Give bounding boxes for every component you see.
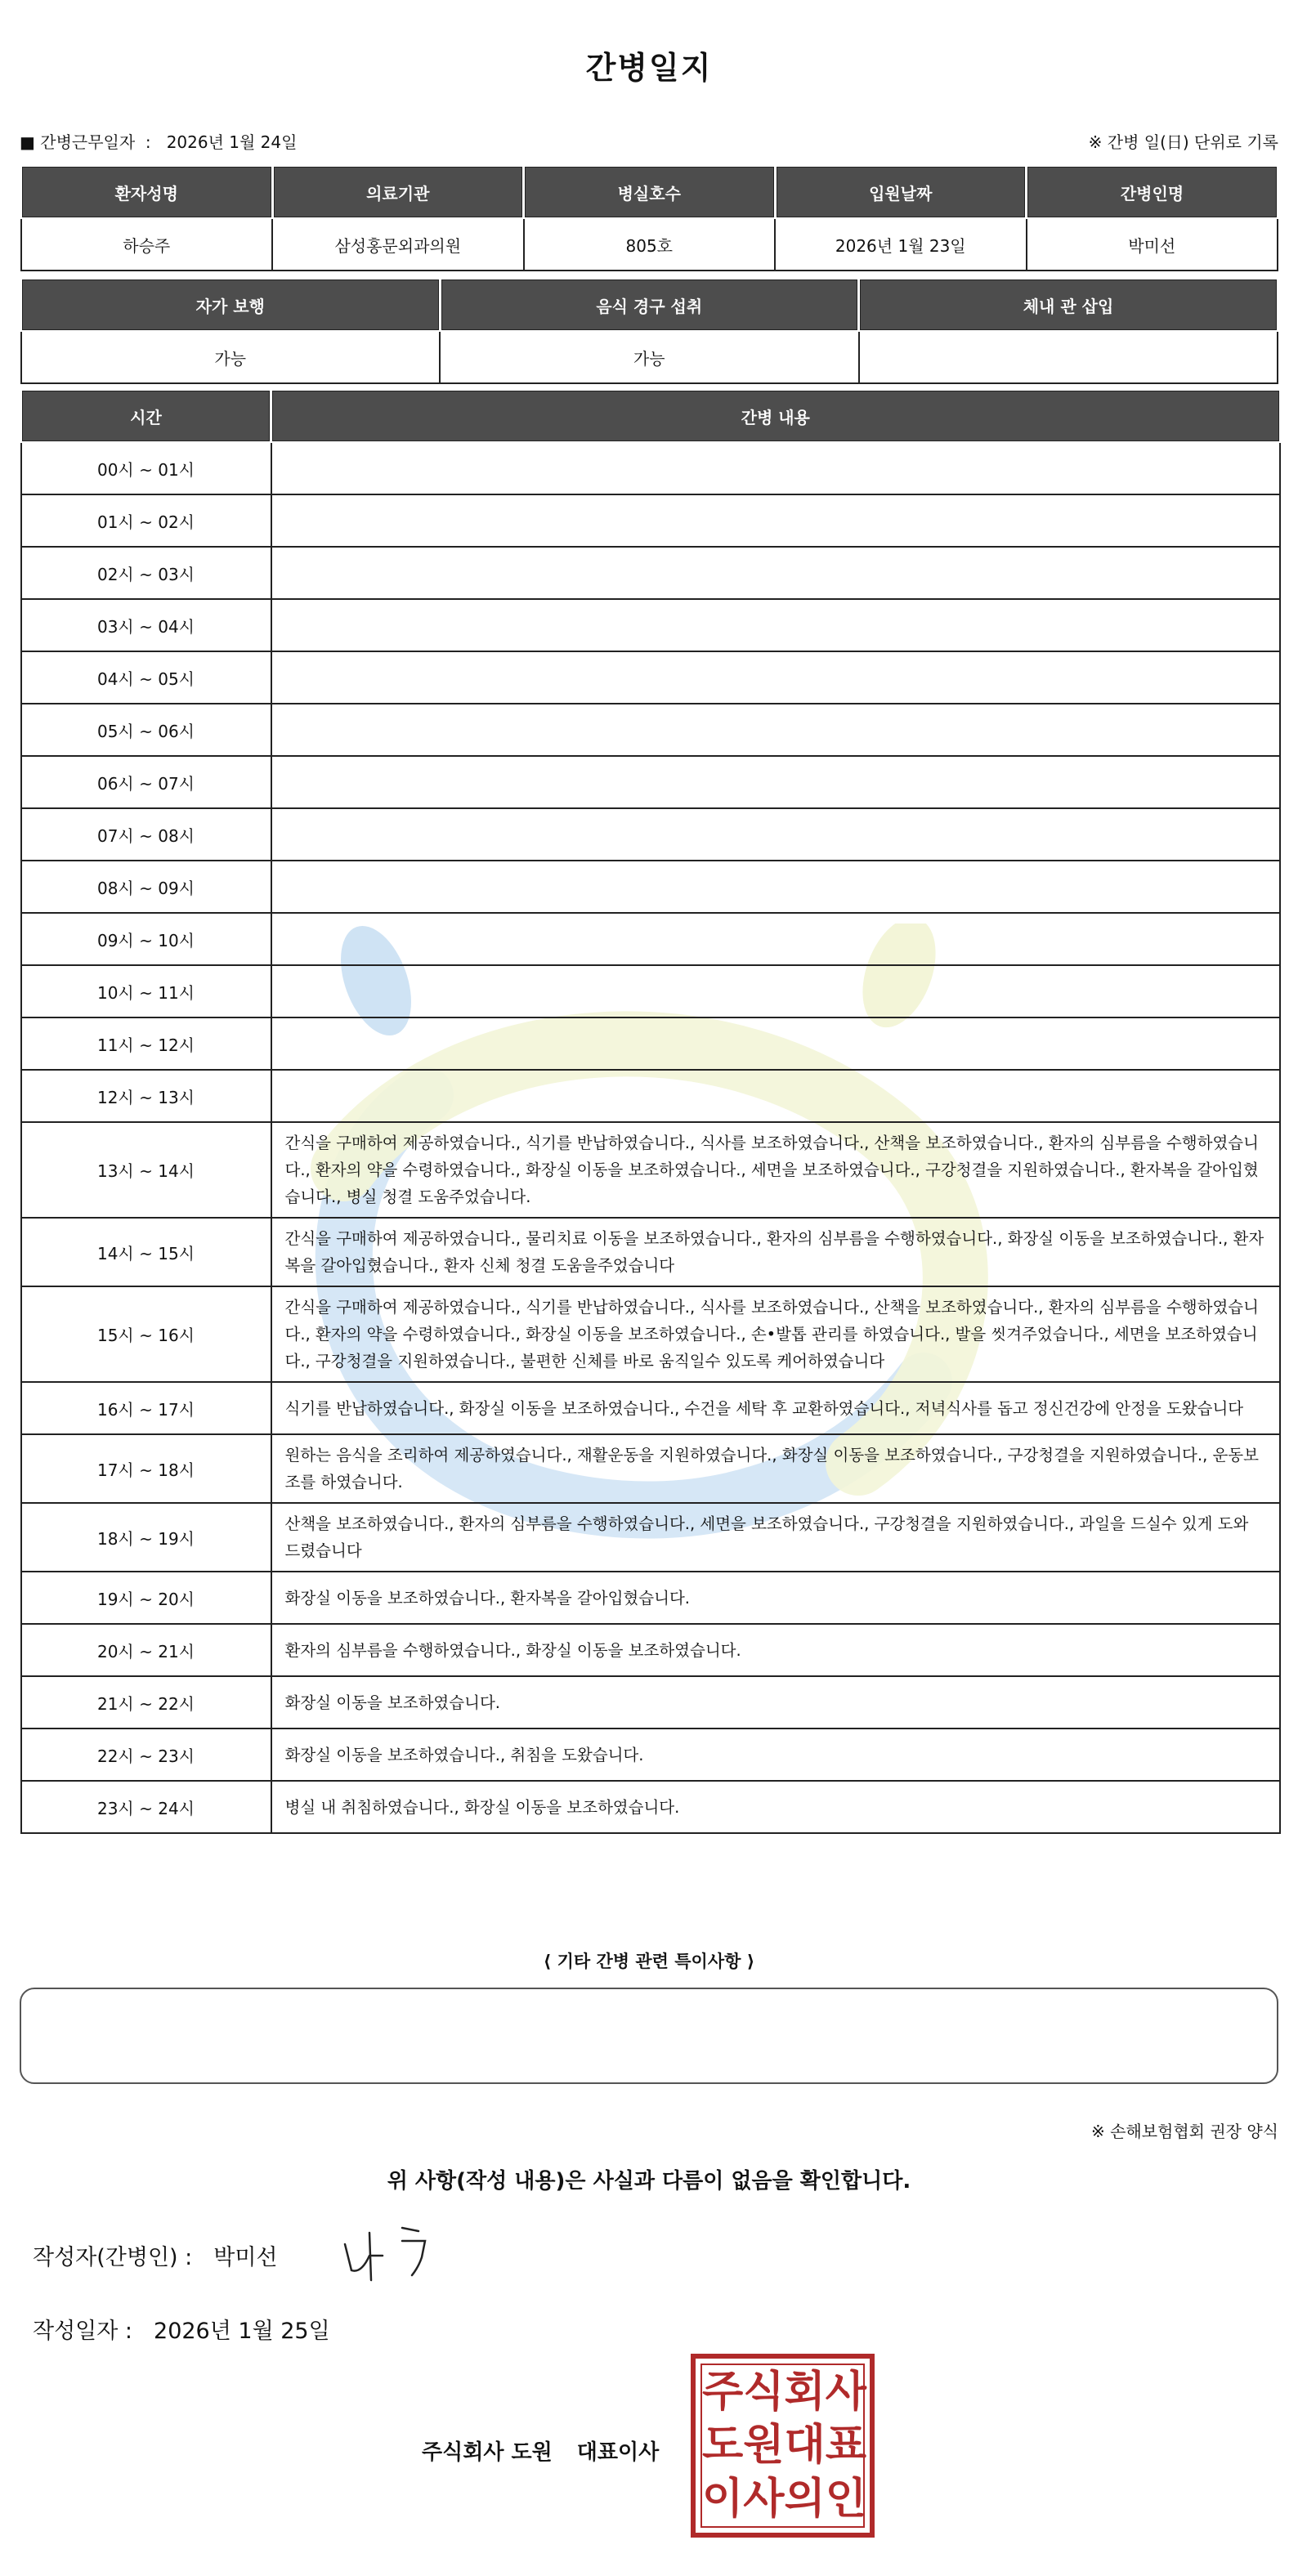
care-content-cell: 환자의 심부름을 수행하였습니다., 화장실 이동을 보조하였습니다. — [271, 1624, 1280, 1676]
seal-char: 회 — [784, 2367, 826, 2417]
care-content-cell: 화장실 이동을 보조하였습니다., 환자복을 갈아입혔습니다. — [271, 1572, 1280, 1624]
date-label: 작성일자 : — [33, 2319, 133, 2344]
room-number: 805호 — [524, 218, 776, 271]
table-row — [21, 1070, 1280, 1122]
seal-char: 의 — [784, 2475, 826, 2525]
care-content-cell — [271, 651, 1280, 704]
confirm-statement: 위 사항(작성 내용)은 사실과 다름이 없음을 확인합니다. — [387, 2169, 911, 2194]
company-name: 주식회사 도원 — [422, 2440, 553, 2465]
seal-char: 사 — [825, 2367, 866, 2417]
header-room: 병실호수 — [524, 166, 776, 218]
seal-char: 사 — [743, 2475, 785, 2525]
time-cell: 20시 ~ 21시 — [21, 1624, 271, 1676]
seal-char: 주 — [702, 2367, 744, 2417]
table-row — [21, 1218, 1280, 1286]
special-notes-box — [20, 1988, 1278, 2084]
header-patient-name: 환자성명 — [21, 166, 273, 218]
handwritten-signature — [333, 2216, 448, 2292]
time-cell: 07시 ~ 08시 — [21, 808, 271, 861]
header-hospital: 의료기관 — [272, 166, 524, 218]
header-caregiver: 간병인명 — [1027, 166, 1278, 218]
seal-char: 원 — [743, 2421, 785, 2471]
page-title: 간병일지 — [585, 50, 713, 86]
table-row — [21, 442, 1280, 494]
table-row — [21, 1624, 1280, 1676]
care-content-cell: 화장실 이동을 보조하였습니다., 취침을 도왔습니다. — [271, 1729, 1280, 1781]
time-cell: 15시 ~ 16시 — [21, 1286, 271, 1382]
seal-char: 인 — [825, 2475, 866, 2525]
care-content-cell — [271, 756, 1280, 808]
table-row — [21, 1286, 1280, 1382]
care-content-cell: 병실 내 취침하였습니다., 화장실 이동을 보조하였습니다. — [271, 1781, 1280, 1833]
table-row — [21, 965, 1280, 1017]
writer-label: 작성자(간병인) : — [33, 2245, 193, 2270]
patient-info-table — [20, 165, 1278, 271]
table-row — [21, 1729, 1280, 1781]
time-cell: 17시 ~ 18시 — [21, 1434, 271, 1503]
table-row — [21, 704, 1280, 756]
time-cell: 22시 ~ 23시 — [21, 1729, 271, 1781]
time-cell: 12시 ~ 13시 — [21, 1070, 271, 1122]
table-row — [21, 494, 1280, 547]
tube-status — [859, 331, 1278, 383]
time-cell: 04시 ~ 05시 — [21, 651, 271, 704]
header-admission-date: 입원날짜 — [775, 166, 1027, 218]
care-content-cell — [271, 1017, 1280, 1070]
representative-title: 대표이사 — [576, 2440, 660, 2465]
header-oral-intake: 음식 경구 섭취 — [440, 279, 859, 331]
patient-status-table — [20, 278, 1278, 384]
hospital-name: 삼성홍문외과의원 — [272, 218, 524, 271]
seal-char: 식 — [743, 2367, 785, 2417]
care-content-cell: 간식을 구매하여 제공하였습니다., 식기를 반납하였습니다., 식사를 보조하였습니다., 산책을 보조하였습니다., 환자의 심부름을 수행하였습니다., 환자의 약을 수령하였습니다., 화장실 이동을 보조하였습니다., 세면을 보조하였습니다., 구강청결을 지원하였습니다., 환자복을 갈아입혔습니다., 병실 청결 도움주었습니다. — [271, 1122, 1280, 1218]
unit-note: ※ 간병 일(日) 단위로 기록 — [1088, 132, 1278, 152]
care-content-cell: 식기를 반납하였습니다., 화장실 이동을 보조하였습니다., 수건을 세탁 후 교환하였습니다., 저녁식사를 돕고 정신건강에 안정을 도왔습니다 — [271, 1382, 1280, 1434]
caregiver-name: 박미선 — [1027, 218, 1278, 271]
table-row — [21, 1572, 1280, 1624]
header-time: 시간 — [21, 390, 271, 442]
table-row — [21, 547, 1280, 599]
time-cell: 10시 ~ 11시 — [21, 965, 271, 1017]
care-content-cell — [271, 861, 1280, 913]
time-cell: 01시 ~ 02시 — [21, 494, 271, 547]
table-row — [21, 1017, 1280, 1070]
header-care-content: 간병 내용 — [271, 390, 1280, 442]
time-cell: 21시 ~ 22시 — [21, 1676, 271, 1729]
written-date-line — [33, 2313, 330, 2345]
walking-status: 가능 — [21, 331, 441, 383]
time-cell: 03시 ~ 04시 — [21, 599, 271, 651]
date-value: 2026년 1월 25일 — [154, 2319, 330, 2344]
table-row — [21, 651, 1280, 704]
seal-char: 표 — [825, 2421, 866, 2471]
table-row — [21, 1781, 1280, 1833]
writer-line — [33, 2239, 278, 2271]
care-content-cell — [271, 808, 1280, 861]
admission-date: 2026년 1월 23일 — [775, 218, 1027, 271]
table-row — [21, 861, 1280, 913]
seal-char: 도 — [702, 2421, 744, 2471]
time-cell: 06시 ~ 07시 — [21, 756, 271, 808]
meta-row — [20, 129, 1278, 154]
patient-name: 하승주 — [21, 218, 273, 271]
writer-name: 박미선 — [213, 2245, 278, 2270]
care-content-cell — [271, 1070, 1280, 1122]
table-row — [21, 913, 1280, 965]
header-walking: 자가 보행 — [21, 279, 441, 331]
care-content-cell — [271, 965, 1280, 1017]
care-content-cell — [271, 913, 1280, 965]
time-cell: 16시 ~ 17시 — [21, 1382, 271, 1434]
oral-intake-status: 가능 — [440, 331, 859, 383]
seal-char: 대 — [784, 2421, 826, 2471]
care-content-cell — [271, 442, 1280, 494]
special-notes-title: ⟨ 기타 간병 관련 특이사항 ⟩ — [543, 1952, 755, 1971]
care-content-cell: 산책을 보조하였습니다., 환자의 심부름을 수행하였습니다., 세면을 보조하였습니다., 구강청결을 지원하였습니다., 과일을 드실수 있게 도와 드렸습니다 — [271, 1503, 1280, 1572]
time-cell: 19시 ~ 20시 — [21, 1572, 271, 1624]
recommend-note: ※ 손해보험협회 권장 양식 — [1090, 2122, 1278, 2141]
time-cell: 23시 ~ 24시 — [21, 1781, 271, 1833]
table-row — [21, 1122, 1280, 1218]
table-row — [21, 1382, 1280, 1434]
company-line — [422, 2435, 659, 2466]
care-content-cell — [271, 599, 1280, 651]
seal-grid — [700, 2364, 865, 2528]
work-date: ■ 간병근무일자 : 2026년 1월 24일 — [20, 132, 298, 152]
care-content-cell: 간식을 구매하여 제공하였습니다., 물리치료 이동을 보조하였습니다., 환자의 심부름을 수행하였습니다., 화장실 이동을 보조하였습니다., 환자복을 갈아입혔습니다., 환자 신체 청결 도움을주었습니다 — [271, 1218, 1280, 1286]
time-cell: 13시 ~ 14시 — [21, 1122, 271, 1218]
table-row — [21, 1503, 1280, 1572]
company-seal-stamp — [691, 2354, 875, 2538]
time-cell: 05시 ~ 06시 — [21, 704, 271, 756]
care-content-cell: 원하는 음식을 조리하여 제공하였습니다., 재활운동을 지원하였습니다., 화장실 이동을 보조하였습니다., 구강청결을 지원하였습니다., 운동보조를 하였습니다. — [271, 1434, 1280, 1503]
care-content-cell — [271, 704, 1280, 756]
care-content-cell: 화장실 이동을 보조하였습니다. — [271, 1676, 1280, 1729]
care-content-cell — [271, 547, 1280, 599]
time-cell: 11시 ~ 12시 — [21, 1017, 271, 1070]
time-cell: 14시 ~ 15시 — [21, 1218, 271, 1286]
table-row — [21, 808, 1280, 861]
time-cell: 08시 ~ 09시 — [21, 861, 271, 913]
time-cell: 00시 ~ 01시 — [21, 442, 271, 494]
table-row — [21, 599, 1280, 651]
table-row — [21, 1676, 1280, 1729]
care-content-cell — [271, 494, 1280, 547]
table-row — [21, 756, 1280, 808]
care-log-table — [20, 389, 1281, 1834]
time-cell: 09시 ~ 10시 — [21, 913, 271, 965]
table-row — [21, 1434, 1280, 1503]
seal-char: 이 — [702, 2475, 744, 2525]
time-cell: 02시 ~ 03시 — [21, 547, 271, 599]
care-content-cell: 간식을 구매하여 제공하였습니다., 식기를 반납하였습니다., 식사를 보조하였습니다., 산책을 보조하였습니다., 환자의 심부름을 수행하였습니다., 환자의 약을 수령하였습니다., 화장실 이동을 보조하였습니다., 손•발톱 관리를 하였습니다., 발을 씻겨주었습니다., 세면을 보조하였습니다., 구강청결을 지원하였습니다., 불편한 신체를 바로 움직일수 있도록 케어하였습니다 — [271, 1286, 1280, 1382]
time-cell: 18시 ~ 19시 — [21, 1503, 271, 1572]
header-tube: 체내 관 삽입 — [859, 279, 1278, 331]
